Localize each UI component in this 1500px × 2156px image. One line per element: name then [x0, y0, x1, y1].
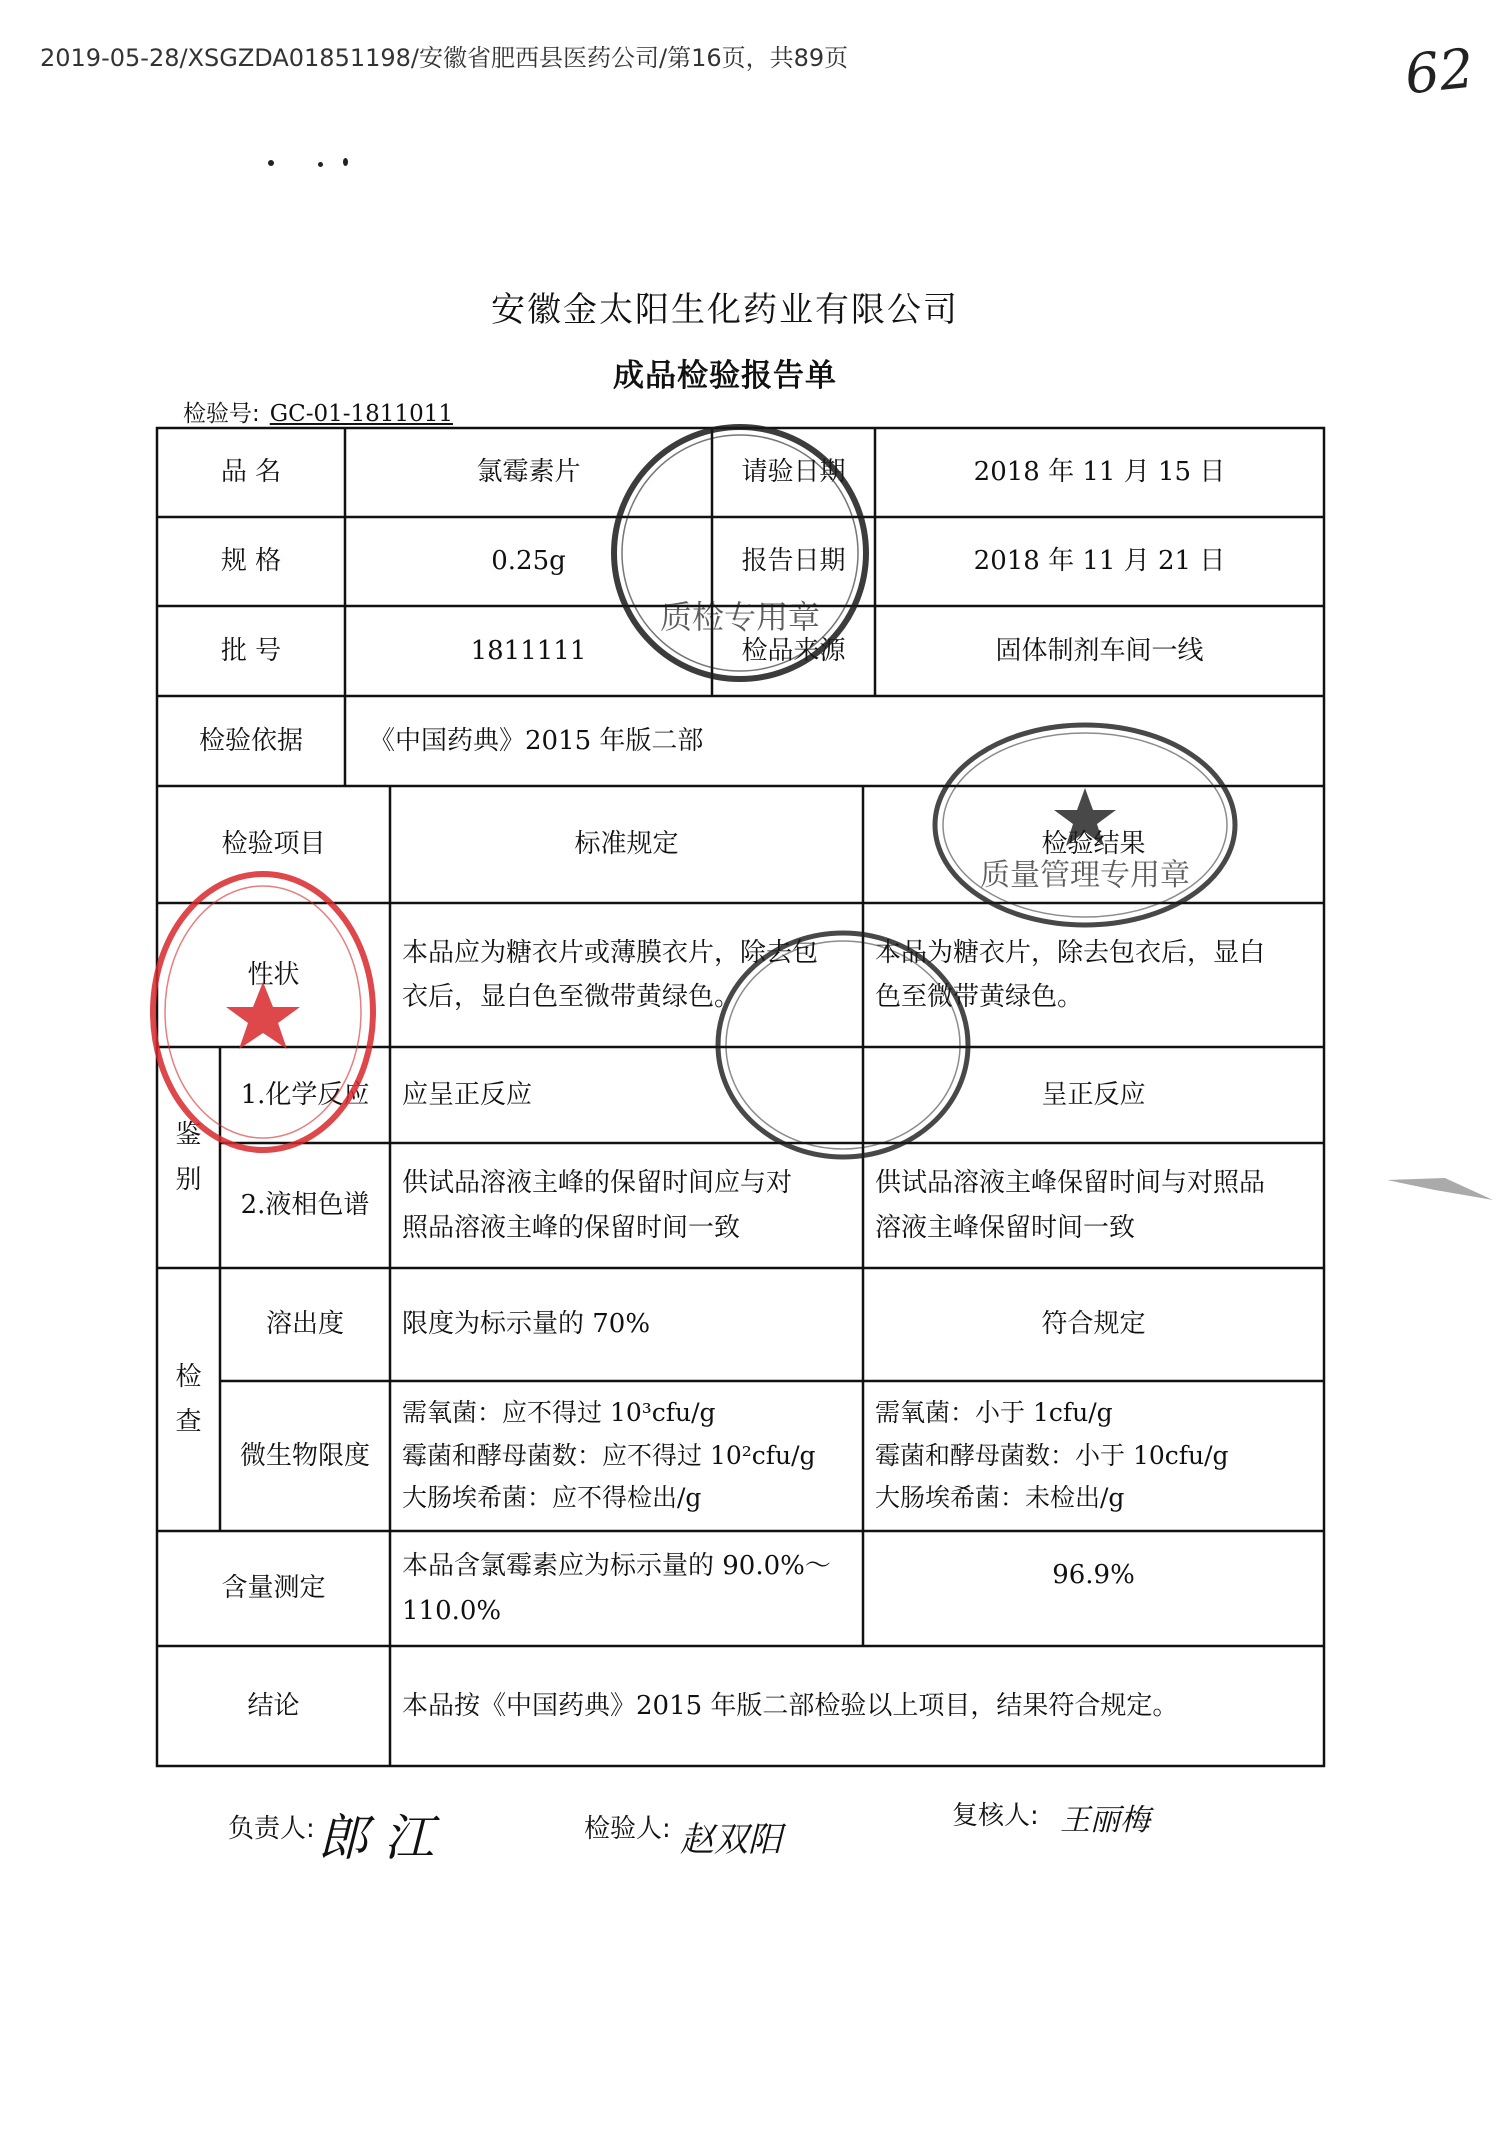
- appearance-result-line: 色至微带黄绿色。: [875, 982, 1084, 1012]
- conclusion-text: 本品按《中国药典》2015 年版二部检验以上项目，结果符合规定。: [402, 1690, 1179, 1721]
- batch-label: 批 号: [220, 635, 282, 666]
- report-date-label: 报告日期: [741, 546, 846, 577]
- microbial-limit-label: 微生物限度: [239, 1440, 370, 1471]
- svg-text:质量管理专用章: 质量管理专用章: [980, 858, 1190, 893]
- micro-standard-line: 大肠埃希菌：应不得检出/g: [402, 1483, 702, 1513]
- assay-result: 96.9%: [1052, 1560, 1135, 1590]
- assay-standard-line: 本品含氯霉素应为标示量的 90.0%～: [402, 1551, 831, 1582]
- report-number-label: 检验号:: [183, 401, 260, 427]
- identification-char: 鉴: [175, 1120, 202, 1151]
- appearance-result-line: 本品为糖衣片，除去包衣后，显白: [875, 937, 1266, 968]
- spec-value: 0.25g: [491, 546, 566, 577]
- micro-standard-line: 需氧菌：应不得过 10³cfu/g: [402, 1398, 716, 1428]
- conclusion-label: 结论: [247, 1690, 300, 1721]
- col-header-result: 检验结果: [1041, 829, 1146, 860]
- micro-result-line: 霉菌和酵母菌数：小于 10cfu/g: [875, 1440, 1229, 1470]
- col-header-item: 检验项目: [221, 829, 326, 860]
- company-qc-stamp: [605, 418, 875, 688]
- assay-standard: [390, 1531, 863, 1646]
- basis-value: 《中国药典》2015 年版二部: [369, 725, 704, 756]
- chem-reaction-result: 呈正反应: [1041, 1079, 1146, 1110]
- microbial-limit-result: [863, 1381, 1324, 1531]
- tests-char: 查: [175, 1406, 202, 1437]
- page-mark: 62: [1401, 36, 1477, 107]
- distributor-red-stamp: [143, 862, 383, 1162]
- assay-label: 含量测定: [221, 1573, 326, 1604]
- chem-reaction-label: 1.化学反应: [240, 1079, 370, 1110]
- hplc-result-line: 供试品溶液主峰保留时间与对照品: [875, 1168, 1266, 1199]
- basis-label: 检验依据: [198, 725, 303, 756]
- tests-group-label: [157, 1268, 220, 1531]
- col-header-standard: 标准规定: [574, 829, 679, 860]
- pharmacy-qm-stamp: [708, 920, 978, 1170]
- spec-label: 规 格: [220, 546, 282, 577]
- company-name: 安徽金太阳生化药业有限公司: [491, 290, 959, 330]
- dissolution-standard: 限度为标示量的 70%: [402, 1309, 651, 1340]
- reviewer-signature: 王丽梅: [1060, 1803, 1150, 1838]
- scan-artifact: [1385, 1160, 1495, 1210]
- dissolution-label: 溶出度: [265, 1309, 344, 1340]
- tests-char: 检: [175, 1362, 202, 1393]
- report-number-value: GC-01-1811011: [269, 401, 453, 427]
- microbial-limit-standard: [390, 1381, 863, 1531]
- identification-char: 别: [175, 1164, 202, 1195]
- micro-standard-line: 霉菌和酵母菌数：应不得过 10²cfu/g: [402, 1440, 816, 1470]
- hplc-standard-line: 照品溶液主峰的保留时间一致: [402, 1212, 741, 1243]
- svg-text:质检专用章: 质检专用章: [659, 598, 821, 636]
- form-title: 成品检验报告单: [613, 358, 837, 394]
- appearance-standard-line: 衣后，显白色至微带黄绿色。: [402, 982, 741, 1012]
- product-name-value: 氯霉素片: [476, 457, 581, 488]
- assay-standard-line: 110.0%: [402, 1595, 502, 1626]
- micro-result-line: 需氧菌：小于 1cfu/g: [875, 1398, 1113, 1428]
- request-date-label: 请验日期: [741, 457, 846, 488]
- micro-result-line: 大肠埃希菌：未检出/g: [875, 1483, 1125, 1513]
- reviewer-label: 复核人:: [952, 1801, 1039, 1831]
- source-label: 检品来源: [741, 635, 846, 666]
- responsible-signature: 郎 江: [318, 1809, 434, 1867]
- appearance-standard-line: 本品应为糖衣片或薄膜衣片，除去包: [402, 937, 819, 968]
- batch-value: 1811111: [470, 635, 587, 666]
- hplc-standard-line: 供试品溶液主峰的保留时间应与对: [402, 1168, 793, 1199]
- chem-reaction-standard: 应呈正反应: [402, 1079, 533, 1110]
- dissolution-result: 符合规定: [1041, 1309, 1146, 1340]
- request-date-value: 2018 年 11 月 15 日: [973, 457, 1226, 488]
- hplc-result-line: 溶液主峰保留时间一致: [875, 1212, 1136, 1243]
- inspector-signature: 赵双阳: [680, 1820, 782, 1860]
- source-header: 2019-05-28/XSGZDA01851198/安徽省肥西县医药公司/第16页，共89页: [40, 44, 849, 72]
- report-date-value: 2018 年 11 月 21 日: [973, 546, 1226, 577]
- product-name-label: 品 名: [220, 457, 282, 488]
- inspector-label: 检验人:: [584, 1814, 671, 1844]
- appearance-label: 性状: [247, 959, 300, 990]
- distributor-qm-stamp-oval: [925, 710, 1245, 940]
- responsible-label: 负责人:: [228, 1814, 315, 1844]
- source-value: 固体制剂车间一线: [995, 635, 1204, 666]
- hplc-label: 2.液相色谱: [240, 1190, 370, 1221]
